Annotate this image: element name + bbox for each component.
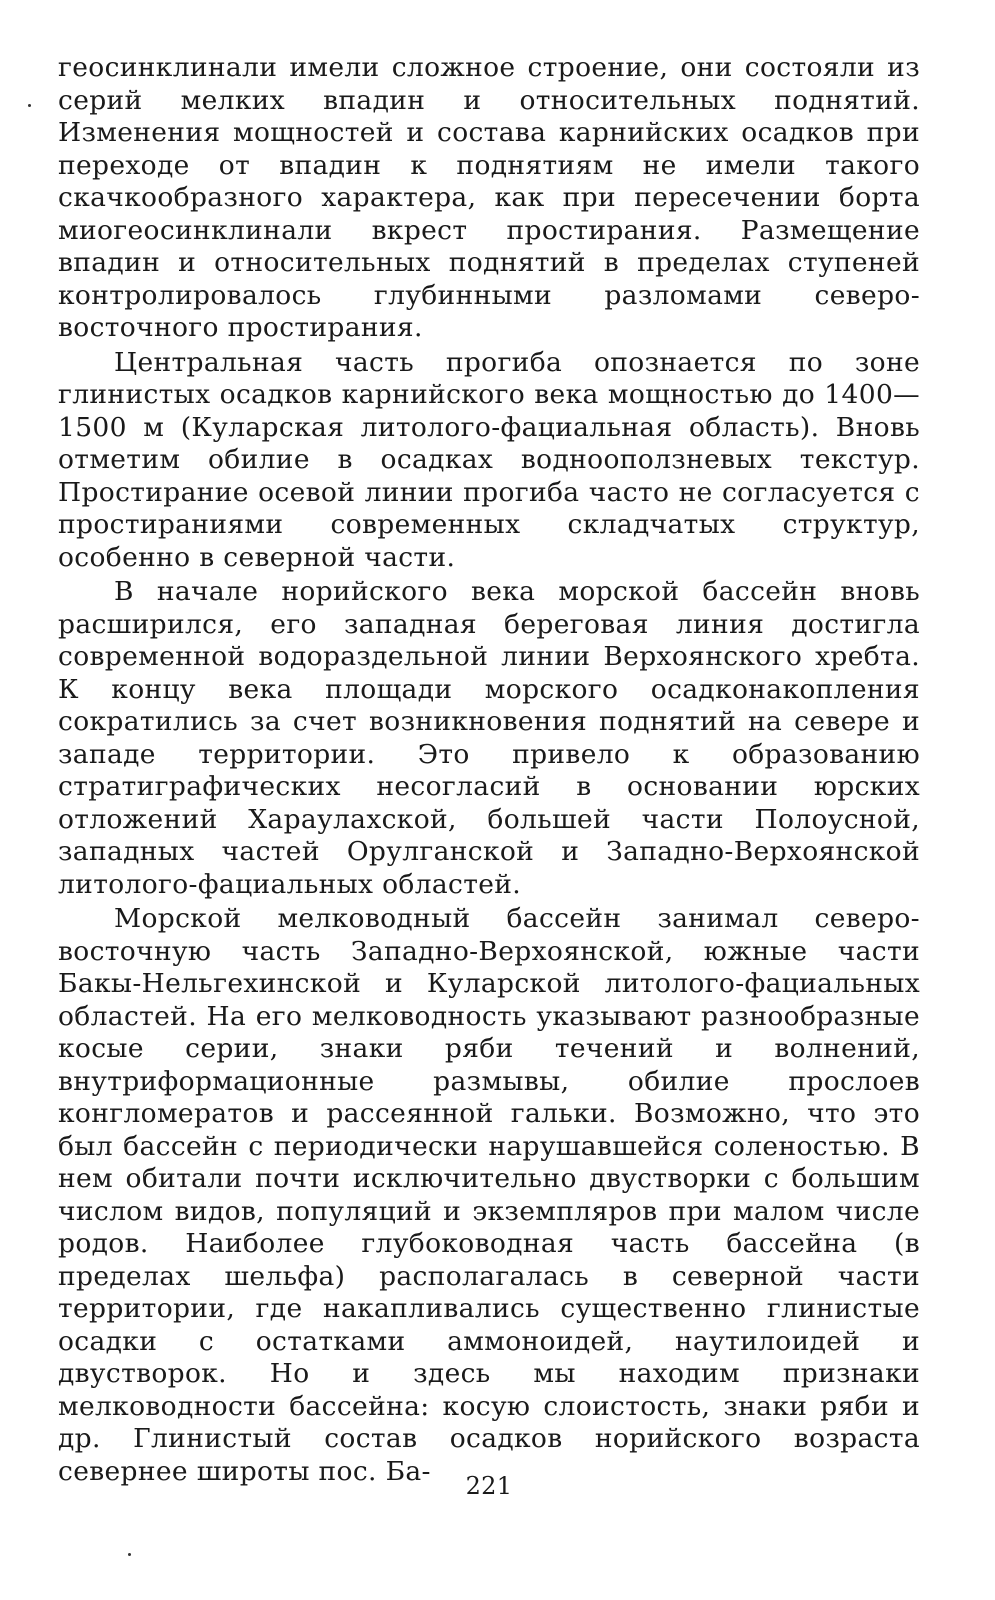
scan-speck-bottom bbox=[128, 1553, 131, 1556]
paragraph-4: Морской мелководный бассейн занимал северо-восточную часть Западно-Верхоянской, южные части Бакы-Нельгехинской и Куларской литолого-фациальных областей. На его мелководность указывают разнообразные косые серии, знаки ряби течений и волнений, внутриформационные размывы, обилие прослоев конгломератов и рассеянной гальки. Возможно, что это был бассейн с периодически нарушавшейся соленостью. В нем обитали почти исключительно двустворки с большим числом видов, популяций и экземпляров при малом числе родов. Наиболее глубоководная часть бассейна (в пределах шельфа) располагалась в северной части территории, где накапливались существенно глинистые осадки с остатками аммоноидей, наутилоидей и двустворок. Но и здесь мы находим признаки мелководности бассейна: косую слоистость, знаки ряби и др. Глинистый состав осадков норийского возраста севернее широты пос. Ба- bbox=[58, 903, 920, 1487]
page-number: 221 bbox=[465, 1472, 513, 1500]
scan-speck-top bbox=[28, 104, 31, 107]
paragraph-2: Центральная часть прогиба опознается по зоне глинистых осадков карнийского века мощностью до 1400—1500 м (Куларская литолого-фациальная область). Вновь отметим обилие в осадках воднооползневых текстур. Простирание осевой линии прогиба часто не согласуется с простираниями современных складчатых структур, особенно в северной части. bbox=[58, 346, 920, 573]
book-page bbox=[58, 52, 920, 1592]
paragraph-3: В начале норийского века морской бассейн вновь расширился, его западная береговая линия достигла современной водораздельной линии Верхоянского хребта. К концу века площади морского осадконакопления сократились за счет возникновения поднятий на севере и западе территории. Это привело к образованию стратиграфических несогласий в основании юрских отложений Хараулахской, большей части Полоусной, западных частей Орулганской и Западно-Верхоянской литолого-фациальных областей. bbox=[58, 576, 920, 900]
paragraph-1: геосинклинали имели сложное строение, они состояли из серий мелких впадин и относительных поднятий. Изменения мощностей и состава карнийских осадков при переходе от впадин к поднятиям не имели такого скачкообразного характера, как при пересечении борта миогеосинклинали вкрест простирания. Размещение впадин и относительных поднятий в пределах ступеней контролировалось глубинными разломами северо-восточного простирания. bbox=[58, 52, 920, 343]
